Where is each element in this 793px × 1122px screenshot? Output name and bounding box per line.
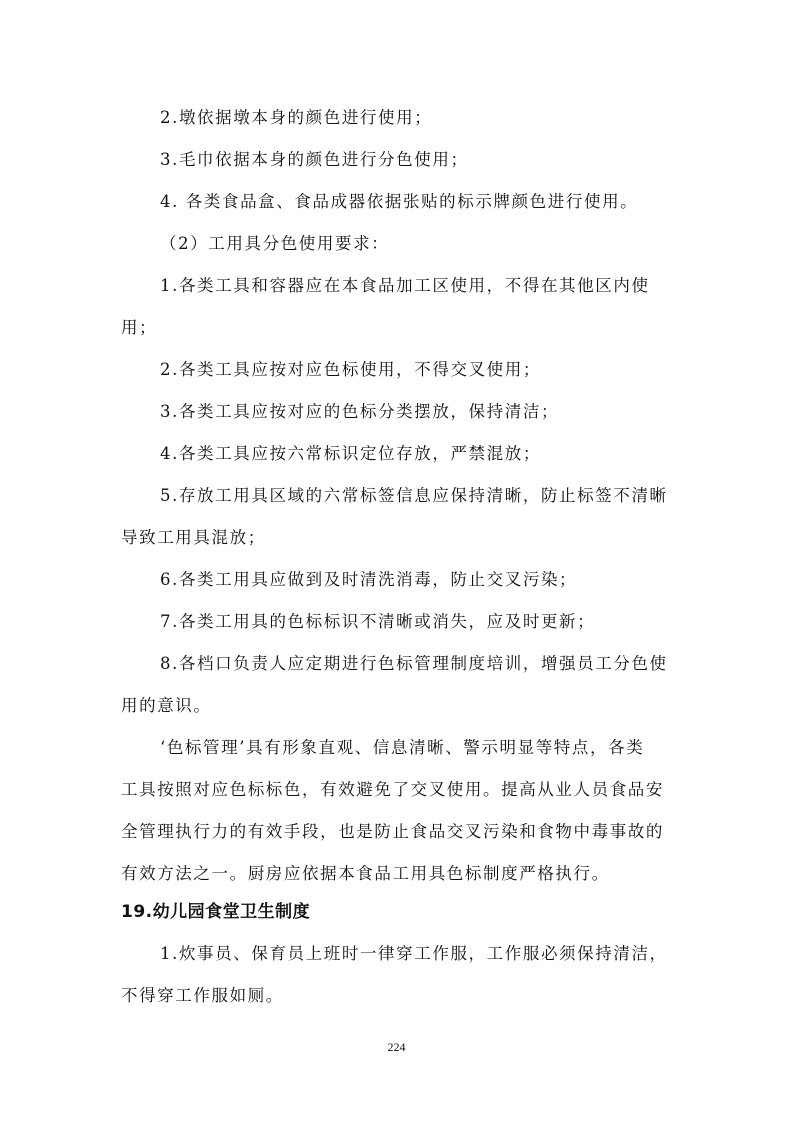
text-line: 3.毛巾依据本身的颜色进行分色使用； [160,150,469,169]
text-line: 1.各类工具和容器应在本食品加工区使用，不得在其他区内使 [160,276,650,295]
text-line: 工具按照对应色标标色，有效避免了交叉使用。提高从业人员食品安 [121,780,664,799]
text-line: ‘色标管理’具有形象直观、信息清晰、警示明显等特点，各类 [160,738,645,757]
text-line: 6.各类工用具应做到及时清洗消毒，防止交叉污染； [160,570,578,589]
section-heading: 19.幼儿园食堂卫生制度 [121,902,311,922]
text-line: 7.各类工用具的色标标识不清晰或消失，应及时更新； [160,612,596,631]
text-line: 3.各类工具应按对应的色标分类摆放，保持清洁； [160,402,560,421]
text-line: 5.存放工用具区域的六常标签信息应保持清晰，防止标签不清晰 [160,486,668,505]
page-number: 224 [387,1040,406,1054]
text-line: 2.各类工具应按对应色标使用，不得交叉使用； [160,360,541,379]
text-line: 2.墩依据墩本身的颜色进行使用； [160,108,433,127]
text-line: （2）工用具分色使用要求： [160,234,390,253]
text-line: 用的意识。 [121,696,212,715]
text-line: 4.各类工具应按六常标识定位存放，严禁混放； [160,444,541,463]
text-line: 不得穿工作服如厕。 [121,986,284,1005]
text-line: 8.各档口负责人应定期进行色标管理制度培训，增强员工分色使 [160,654,668,673]
text-line: 4. 各类食品盒、食品成器依据张贴的标示牌颜色进行使用。 [160,192,639,211]
text-line: 全管理执行力的有效手段，也是防止食品交叉污染和食物中毒事故的 [121,822,664,841]
text-line: 有效方法之一。厨房应依据本食品工用具色标制度严格执行。 [121,864,610,883]
text-line: 1.炊事员、保育员上班时一律穿工作服，工作服必须保持清洁， [160,944,668,963]
text-line: 导致工用具混放； [121,528,266,547]
text-line: 用； [121,318,158,337]
